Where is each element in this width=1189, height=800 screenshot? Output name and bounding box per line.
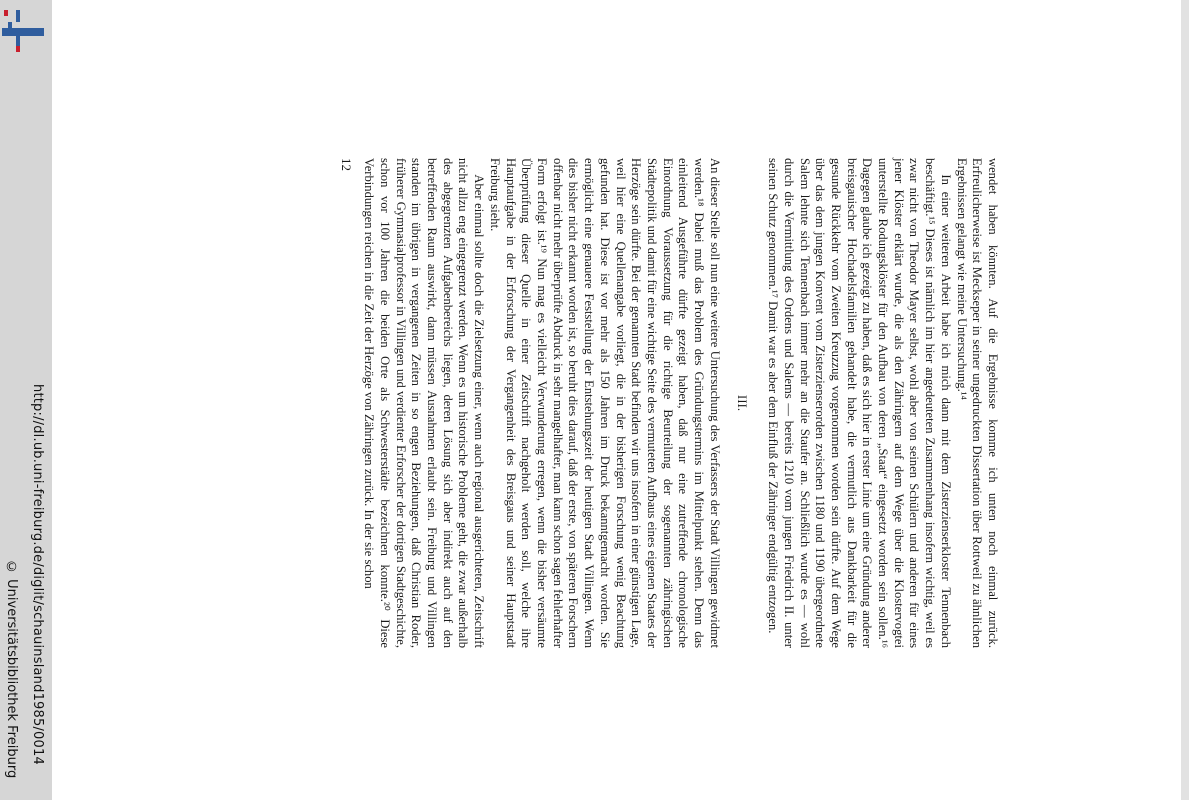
university-logo-icon[interactable] — [2, 8, 44, 52]
page-number: 12 — [338, 158, 354, 171]
paragraph: In einer weiteren Arbeit habe ich mich dann mit dem Zisterzienserkloster Tennenbach beschäftigt.¹⁵ Dieses ist nämlich im hier angedeuteten Zusammenhang insofern wichtig, weil es zwar nicht von Theodor Mayer selbst, wohl aber von seinen Schülern und anderen für eines jener Klöster erklärt wurde, die als den Zähringern auf dem Wege über die Klostervogtei unterstellte Rodungsklöster für den Aufbau von deren „Staat“ eingesetzt worden sein sollen.¹⁶ Dagegen glaube ich gezeigt zu haben, daß es sich hier in erster Linie um eine Gründung anderer breisgauischer Hochadelsfamilien gehandelt habe, die vermutlich aus Dankbarkeit für die gesunde Rückkehr vom Zweiten Kreuzzug vorgenommen worden sein dürfte. Auf dem Wege über das dem jungen Konvent vom Zisterzienserorden zwischen 1180 und 1190 übergeordnete Salem lehnte sich Tennenbach immer mehr an die Staufer an. Schließlich wurde es — wohl durch die Vermittlung des Ordens und Salems — bereits 1210 vom jungen Friedrich II. unter seinen Schutz genommen.¹⁷ Damit war es aber dem Einfluß der Zähringer endgültig entzogen. — [766, 158, 953, 648]
viewer-sidebar — [0, 0, 52, 800]
viewer-scrollbar[interactable] — [1181, 0, 1189, 800]
scanned-page — [240, 158, 1000, 648]
section-heading: III. — [735, 394, 751, 412]
copyright-notice: © Universitätsbibliothek Freiburg — [4, 560, 19, 779]
source-url[interactable]: http://dl.ub.uni-freiburg.de/diglit/schauinsland1985/0014 — [30, 384, 45, 765]
paragraph: Aber einmal sollte doch die Zielsetzung einer, wenn auch regional ausgerichteten, Zeitschrift nicht allzu eng eingegrenzt werden. Wenn es um historische Probleme geht, die zwar außerhalb des abgegrenzten Aufgabenbereichs liegen, deren Lösung sich aber indirekt auch auf den betreffenden Raum auswirkt, dann müssen Ausnahmen erlaubt sein. Freiburg und Villingen standen im übrigen in vergangenen Zeiten in so engen Beziehungen, daß Christian Roder, früherer Gymnasialprofessor in Villingen und verdienter Erforscher der dortigen Stadtgeschichte, schon vor 100 Jahren die beiden Orte als Schwesterstädte bezeichnen konnte.²⁰ Diese Verbindungen reichen in die Zeit der Herzöge von Zähringen zurück. In der sie schon — [362, 158, 487, 649]
paragraph: An dieser Stelle soll nun eine weitere Untersuchung des Verfassers der Stadt Villingen gewidmet werden.¹⁸ Dabei muß das Problem des Gründungstermins im Mittelpunkt stehen. Denn das einleitend Ausgeführte dürfte gezeigt haben, daß nur eine zutreffende chronologische Einordnung Voraussetzung für die richtige Beurteilung der sogenannten zähringischen Städtepolitik und damit für eine wichtige Seite des vermuteten Aufbaus eines eigenen Staates der Herzöge sein dürfte. Bei der genannten Stadt befinden wir uns insofern in einer günstigen Lage, weil hier eine Quellenangabe vorliegt, die in der bisherigen Forschung wenig Beachtung gefunden hat. Diese ist vor mehr als 150 Jahren im Druck bekanntgemacht worden. Sie ermöglicht eine genauere Feststellung der Entstehungszeit der heutigen Stadt Villingen. Wenn dies bisher nicht erkannt worden ist, so beruht dies darauf, daß der erste, von späteren Forschern offenbar nicht mehr überprüfte Abdruck in sehr mangelhafter, man kann schon sagen fehlerhafter Form erfolgt ist.¹⁹ Nun mag es vielleicht Verwunderung erregen, wenn die bisher versäumte Überprüfung dieser Quelle in einer Zeitschrift nachgeholt werden soll, welche ihre Hauptaufgabe in der Erforschung der Vergangenheit des Breisgaus und seiner Hauptstadt Freiburg sieht. — [487, 158, 722, 648]
paragraph: wendet haben könnten. Auf die Ergebnisse komme ich unten noch einmal zurück. Erfreulicherweise ist Meckseper in seiner ungedruckten Dissertation über Rottweil zu ähnlichen Ergebnissen gelangt wie meine Untersuchung.¹⁴ — [954, 158, 1000, 648]
